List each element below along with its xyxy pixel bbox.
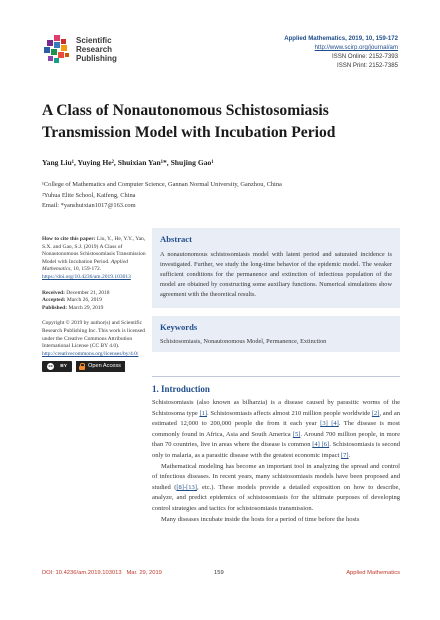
publisher-line2: Research — [76, 45, 113, 54]
p1-text-e: . Around 700 million people, in more than 70 countries, live in areas where the disease is common — [152, 430, 400, 449]
cite-text: Liu, Y., He, Y.Y., Yan, S.X. and Gao, S.J. (2019) A Class of Nonautonomous Schistosomiasis Transmission Model with Incubation Period. — [42, 236, 146, 265]
citation-link[interactable]: [3] [4] — [320, 420, 339, 428]
copyright-block — [42, 320, 150, 372]
copyright-text: Copyright © 2019 by author(s) and Scientific Research Publishing Inc. This work is licensed under the Creative Commons Attribution International License (CC BY 4.0). — [42, 320, 146, 350]
affiliation-2: ²Yuhua Elite School, Kaifeng, China — [42, 191, 136, 199]
affiliation-1: ¹College of Mathematics and Computer Science, Gannan Normal University, Ganzhou, China — [42, 181, 282, 188]
keywords-text: Schistosomiasis, Nonautonomous Model, Permanence, Extinction — [160, 338, 327, 345]
published-label: Published: — [42, 304, 68, 311]
introduction-body — [152, 398, 400, 525]
cite-journal: Applied Mathematics — [42, 258, 129, 273]
issn-print: ISSN Print: 2152-7385 — [337, 62, 398, 69]
main-column — [152, 228, 400, 352]
citation-block — [42, 236, 150, 282]
introduction-heading: 1. Introduction — [152, 376, 400, 394]
footer-journal: Applied Mathematics — [346, 570, 400, 576]
p1-text-a: Schistosomiasis (also known as bilharzia) is a disease caused by parasitic worms of the Schistosoma type — [152, 399, 400, 417]
keywords-box — [152, 316, 400, 352]
p1-text-g: . — [348, 451, 351, 459]
intro-paragraph-2 — [152, 462, 400, 515]
corresponding-email[interactable]: Email: *yanshuixian1017@163.com — [42, 202, 136, 210]
citation-link[interactable]: [8]-[13] — [176, 483, 197, 491]
title-line-2: Transmission Model with Incubation Period — [42, 124, 336, 141]
cite-label: How to cite this paper: — [42, 236, 96, 242]
keywords-heading: Keywords — [160, 322, 198, 332]
footer-date: Mar. 29, 2019 — [126, 570, 162, 576]
p1-text-b: . Schistosomiasis affects almost 210 million people worldwide — [207, 409, 372, 417]
cc-by-badge[interactable] — [42, 361, 72, 372]
citation-link[interactable]: [2] — [371, 409, 380, 417]
article-sidebar — [42, 236, 150, 380]
dates-block — [42, 290, 150, 313]
publisher-logo — [40, 34, 170, 66]
citation-link[interactable]: [1] — [199, 409, 208, 417]
p2-text-b: , etc.). These models provide a detailed exposition on how to describe, analyze, and predict epidemics of schistosomiasis for the ultimate purposes of developing control strategies and tactics for schistosomiasis transmission. — [152, 483, 400, 512]
open-access-badge — [76, 361, 125, 372]
open-access-label: Open Access — [88, 363, 121, 370]
p2-text-a: Mathematical modeling has become an important tool in analyzing the spread and control of infectious diseases. In recent years, many schistosomiasis models have been proposed and studied ( — [152, 462, 400, 491]
journal-reference: Applied Mathematics, 2019, 10, 159-172 — [284, 35, 398, 42]
page-number: 159 — [214, 570, 224, 576]
p1-text-f: . Schistosomiasis is second only to malaria, as a parasitic disease with the greatest economic impact — [152, 441, 400, 459]
published-date: March 29, 2019 — [68, 304, 104, 311]
p1-text-c: , and an estimated 12,000 to 200,000 people die from it each year — [152, 409, 400, 428]
issn-online: ISSN Online: 2152-7393 — [331, 53, 398, 60]
received-label: Received: — [42, 289, 65, 296]
affiliations — [42, 180, 402, 212]
cite-doi-link[interactable]: https://doi.org/10.4236/am.2019.103013 — [42, 273, 131, 280]
accepted-date: March 26, 2019 — [66, 297, 102, 304]
citation-link[interactable]: [4] [6] — [312, 441, 330, 449]
footer-doi-text: DOI: 10.4236/am.2019.103013 — [42, 570, 122, 576]
cc-icon: cc — [47, 363, 54, 370]
publisher-name — [76, 36, 117, 63]
p1-text-d: . The disease is most commonly found in Africa, Asia and South America — [152, 420, 400, 438]
abstract-text: A nonautonomous schistosomiasis model with latent period and saturated incidence is investigated. Further, we study the long-time behavior of the epidemic model. The weaker sufficient conditions for the permanence and extinction of infectious population of the model are obtained by constructing some auxiliary functions. Numerical simulations show agreement with the theoretical results. — [160, 251, 392, 298]
license-badges — [42, 361, 150, 372]
author-list: Yang Liu¹, Yuying He², Shuixian Yan¹*, Shujing Gao¹ — [42, 158, 214, 167]
abstract-box — [152, 228, 400, 308]
scirp-logo-icon — [40, 34, 74, 66]
by-icon: BY — [60, 364, 67, 370]
citation-link[interactable]: [7] — [340, 451, 349, 459]
cite-volume: , 10, 159-172. — [70, 266, 102, 273]
journal-info — [284, 34, 398, 70]
publisher-line3: Publishing — [76, 54, 117, 63]
intro-paragraph-3: Many diseases incubate inside the hosts for a period of time before the hosts — [161, 515, 360, 523]
title-line-1: A Class of Nonautonomous Schistosomiasis — [42, 102, 329, 119]
publisher-line1: Scientific — [76, 36, 112, 45]
journal-url-link[interactable]: http://www.scirp.org/journal/am — [314, 44, 398, 51]
intro-paragraph-1 — [152, 398, 400, 462]
received-date: December 21, 2018 — [66, 289, 110, 296]
open-lock-icon — [79, 363, 85, 370]
footer-doi[interactable] — [42, 570, 162, 576]
citation-link[interactable]: [5] — [292, 430, 301, 438]
abstract-heading: Abstract — [160, 234, 192, 244]
license-link[interactable]: http://creativecommons.org/licenses/by/4.0/ — [42, 350, 139, 357]
accepted-label: Accepted: — [42, 297, 66, 304]
paper-title — [42, 100, 402, 144]
